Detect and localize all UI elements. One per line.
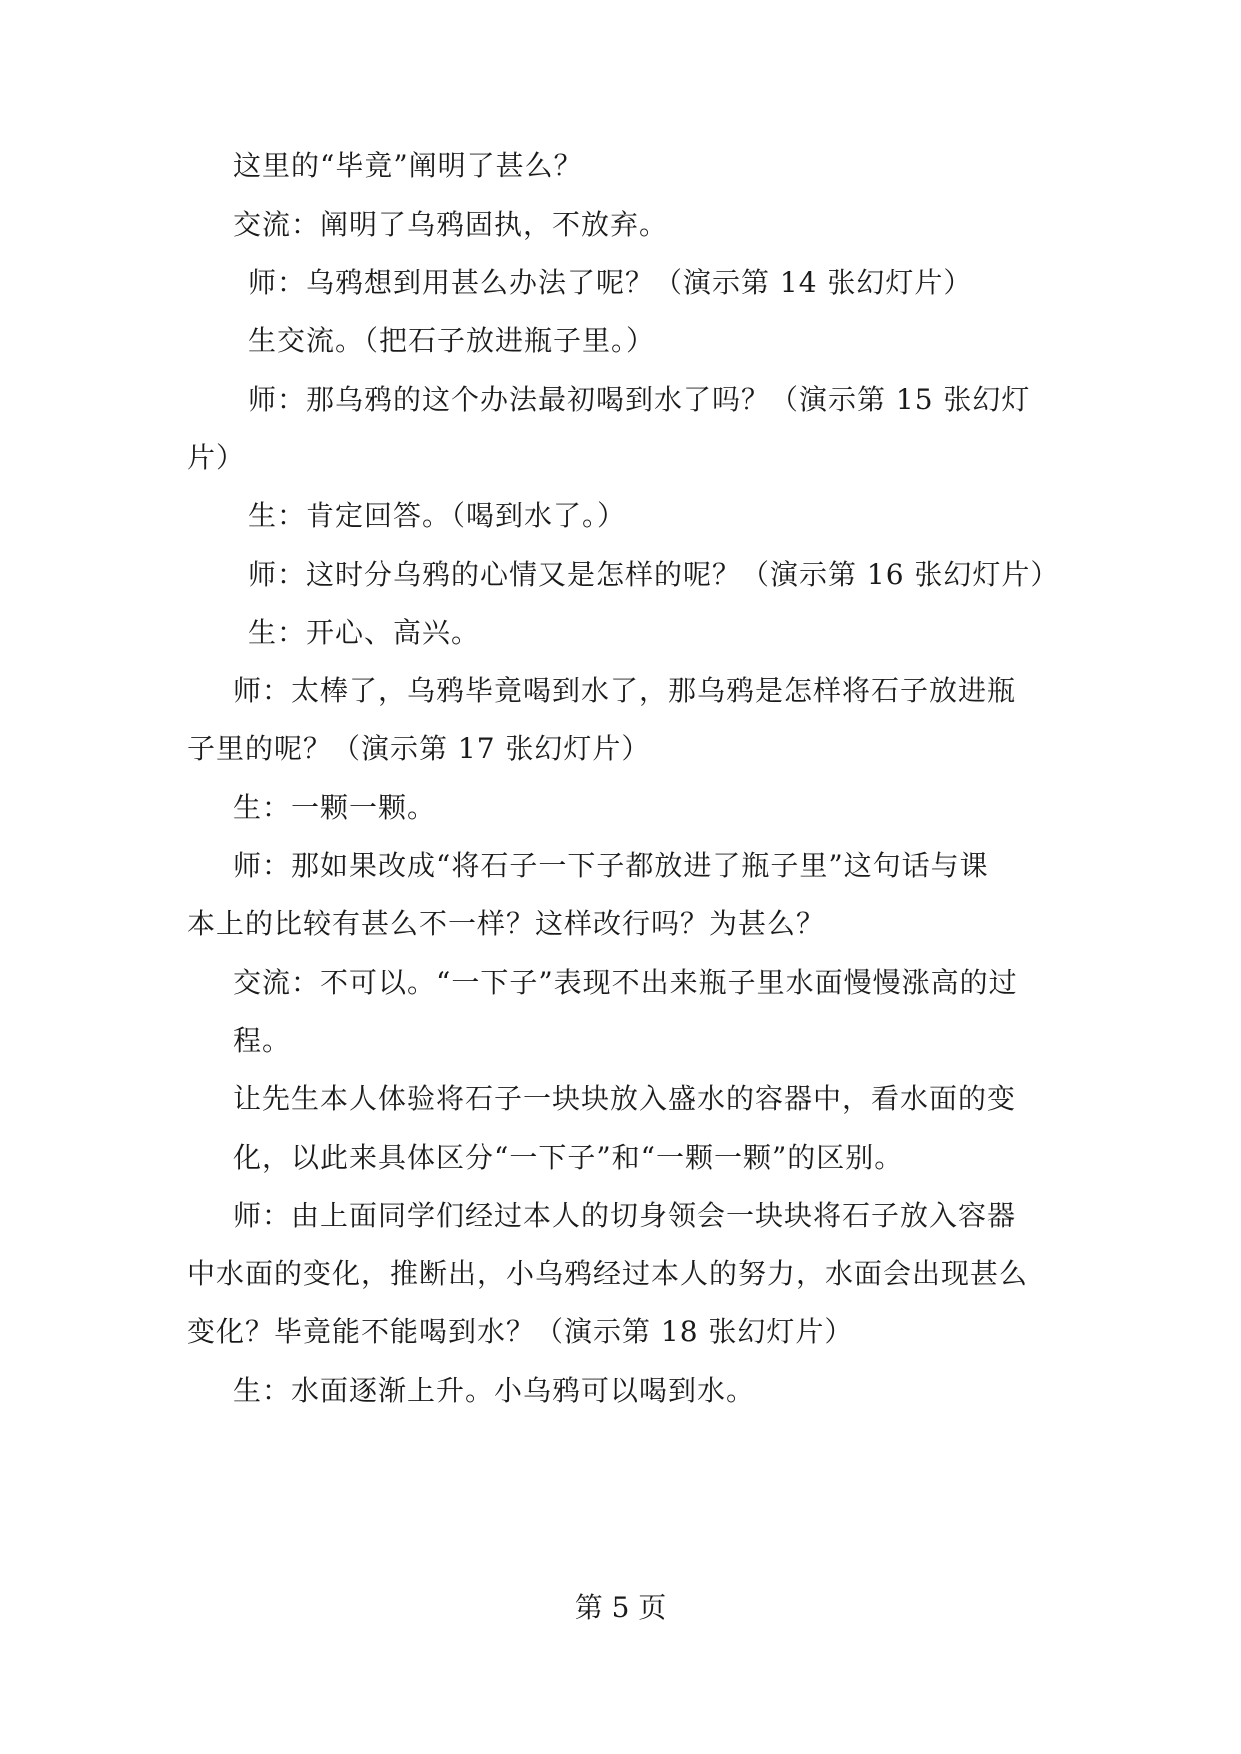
text-line: 本上的比较有甚么不一样？这样改行吗？为甚么？ — [187, 907, 826, 940]
text-line: 师：由上面同学们经过本人的切身领会一块块将石子放入容器 — [233, 1199, 1017, 1232]
text-line: 师：那乌鸦的这个办法最初喝到水了吗？（演示第 15 张幻灯 — [248, 383, 1031, 416]
text-line: 交流：阐明了乌鸦固执，不放弃。 — [233, 208, 669, 241]
text-line: 化，以此来具体区分“一下子”和“一颗一颗”的区别。 — [233, 1141, 904, 1174]
text-line: 生：开心、高兴。 — [248, 616, 481, 649]
text-line: 交流：不可以。“一下子”表现不出来瓶子里水面慢慢涨高的过 — [233, 966, 1018, 999]
text-line: 师：那如果改成“将石子一下子都放进了瓶子里”这句话与课 — [233, 849, 989, 882]
text-line: 子里的呢？（演示第 17 张幻灯片） — [187, 732, 651, 765]
text-line: 片） — [187, 441, 246, 474]
text-line: 生：水面逐渐上升。小乌鸦可以喝到水。 — [233, 1374, 756, 1407]
text-line: 师：乌鸦想到用甚么办法了呢？（演示第 14 张幻灯片） — [248, 266, 973, 299]
text-line: 让先生本人体验将石子一块块放入盛水的容器中，看水面的变 — [233, 1082, 1017, 1115]
text-line: 中水面的变化，推断出，小乌鸦经过本人的努力，水面会出现甚么 — [187, 1257, 1029, 1290]
text-line: 生：一颗一颗。 — [233, 791, 437, 824]
text-line: 生：肯定回答。（喝到水了。） — [248, 499, 627, 532]
page-number: 第 5 页 — [574, 1591, 667, 1624]
text-line: 这里的“毕竟”阐明了甚么？ — [233, 149, 583, 182]
text-line: 变化？毕竟能不能喝到水？（演示第 18 张幻灯片） — [187, 1315, 854, 1348]
text-line: 程。 — [233, 1024, 292, 1057]
text-line: 师：太棒了，乌鸦毕竟喝到水了，那乌鸦是怎样将石子放进瓶 — [233, 674, 1017, 707]
text-line: 生交流。（把石子放进瓶子里。） — [248, 324, 656, 357]
text-line: 师：这时分乌鸦的心情又是怎样的呢？（演示第 16 张幻灯片） — [248, 558, 1060, 591]
